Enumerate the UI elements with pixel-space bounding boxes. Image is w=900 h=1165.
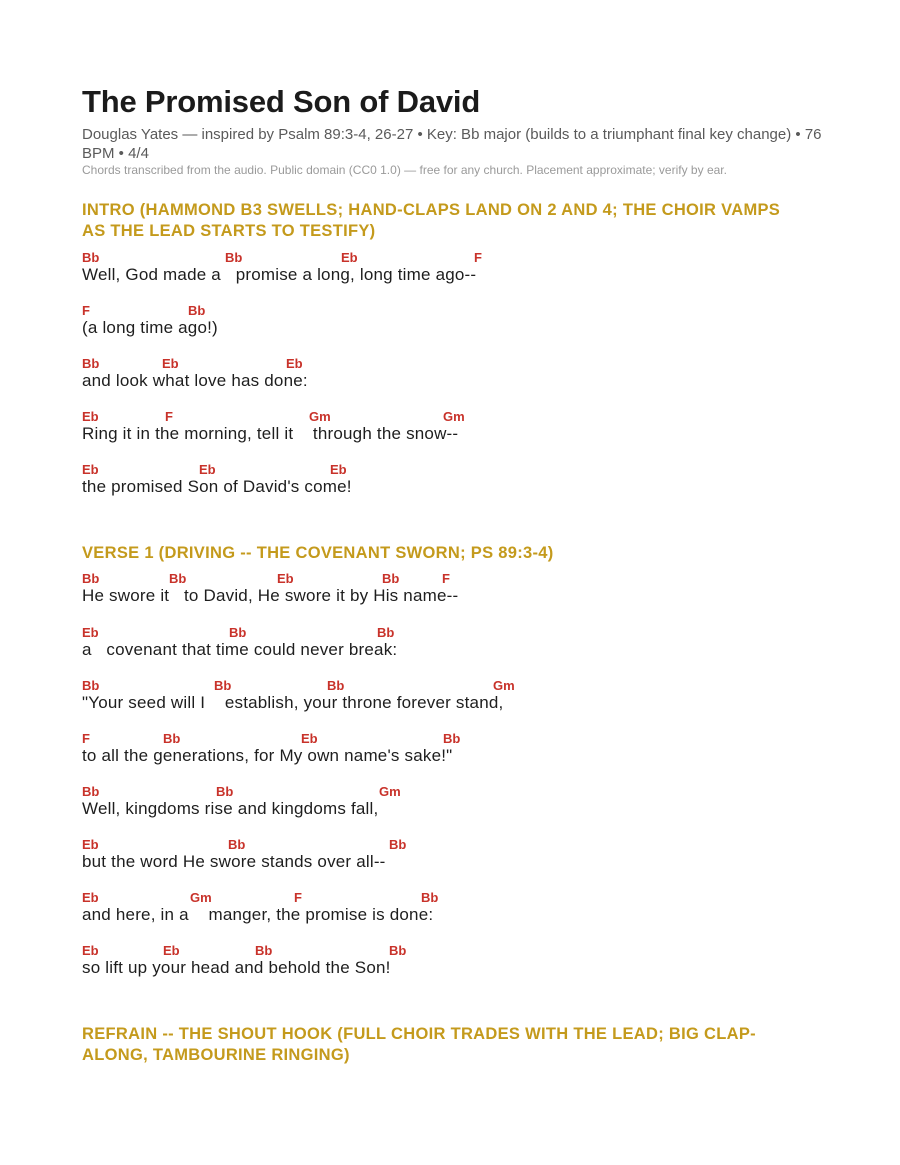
chord-symbol: Bb [229,625,247,640]
chord-symbol: Bb [389,943,407,958]
transcription-note: Chords transcribed from the audio. Public domain (CC0 1.0) — free for any church. Placement approximate; verify by ear. [82,163,727,177]
chord-symbol: Eb [82,943,99,958]
chord-symbol: Bb [82,571,100,586]
chord-symbol: Eb [286,356,303,371]
lyric-text: and here, in a manger, the promise is done: [82,905,434,924]
chord-symbol: Bb [214,678,232,693]
chord-symbol: Bb [255,943,273,958]
chord-symbol: Bb [163,731,181,746]
chord-symbol: Gm [493,678,515,693]
chord-symbol: F [165,409,173,424]
chord-symbol: Bb [82,678,100,693]
chord-symbol: Bb [216,784,234,799]
lyric-text: so lift up your head and behold the Son! [82,958,391,977]
lyric-line [82,890,842,940]
lyric-text: Ring it in the morning, tell it through the snow-- [82,424,459,443]
chord-symbol: Eb [199,462,216,477]
chord-symbol: Bb [228,837,246,852]
chord-symbol: Eb [82,837,99,852]
lyric-text: a covenant that time could never break: [82,640,398,659]
lyric-line [82,837,842,887]
section-heading: INTRO (HAMMOND B3 SWELLS; HAND-CLAPS LAND ON 2 AND 4; THE CHOIR VAMPS AS THE LEAD STARTS TO TESTIFY) [82,201,781,240]
chord-symbol: Eb [301,731,318,746]
lyric-line [82,625,842,675]
chord-symbol: Gm [309,409,331,424]
lyric-text: to all the generations, for My own name's sake!" [82,746,453,765]
chord-symbol: Eb [330,462,347,477]
lyric-line [82,678,842,728]
chord-symbol: Eb [82,409,99,424]
lyric-text: the promised Son of David's come! [82,477,352,496]
chord-symbol: F [474,250,482,265]
lyric-text: "Your seed will I establish, your throne forever stand, [82,693,504,712]
chord-symbol: Gm [379,784,401,799]
chord-symbol: F [82,303,90,318]
lyric-line [82,462,842,512]
chord-symbol: Bb [377,625,395,640]
lyric-text: Well, God made a promise a long, long time ago-- [82,265,477,284]
chord-symbol: Bb [188,303,206,318]
song-title: The Promised Son of David [82,84,481,119]
chord-symbol: F [82,731,90,746]
chord-symbol: Eb [163,943,180,958]
chord-symbol: Gm [190,890,212,905]
chord-symbol: Gm [443,409,465,424]
chord-symbol: F [294,890,302,905]
section-heading: REFRAIN -- THE SHOUT HOOK (FULL CHOIR TRADES WITH THE LEAD; BIG CLAP-ALONG, TAMBOURINE RINGING) [82,1025,756,1064]
chord-symbol: Bb [82,784,100,799]
chord-symbol: Eb [82,625,99,640]
chord-symbol: Eb [341,250,358,265]
lyric-line [82,731,842,781]
chord-symbol: Eb [162,356,179,371]
chord-symbol: Bb [327,678,345,693]
lyric-line [82,784,842,834]
lyric-line [82,571,842,621]
chord-symbol: Bb [225,250,243,265]
lyric-text: and look what love has done: [82,371,308,390]
chord-symbol: Bb [421,890,439,905]
chord-symbol: F [442,571,450,586]
chord-symbol: Eb [82,462,99,477]
chord-symbol: Bb [443,731,461,746]
lyric-line [82,943,842,993]
chord-symbol: Bb [389,837,407,852]
section-heading: VERSE 1 (DRIVING -- THE COVENANT SWORN; PS 89:3-4) [82,544,554,562]
lyric-text: (a long time ago!) [82,318,218,337]
chord-symbol: Eb [82,890,99,905]
lyric-line [82,409,842,459]
lyric-text: but the word He swore stands over all-- [82,852,386,871]
chord-symbol: Bb [82,250,100,265]
lyric-text: He swore it to David, He swore it by His name-- [82,586,459,605]
lyric-line [82,303,842,353]
song-meta: Douglas Yates — inspired by Psalm 89:3-4, 26-27 • Key: Bb major (builds to a triumphant final key change) • 76 BPM • 4/4 [82,126,822,162]
lyric-line [82,356,842,406]
chord-symbol: Eb [277,571,294,586]
chord-symbol: Bb [382,571,400,586]
chord-symbol: Bb [169,571,187,586]
lyric-line [82,250,842,300]
chord-symbol: Bb [82,356,100,371]
lyric-text: Well, kingdoms rise and kingdoms fall, [82,799,379,818]
